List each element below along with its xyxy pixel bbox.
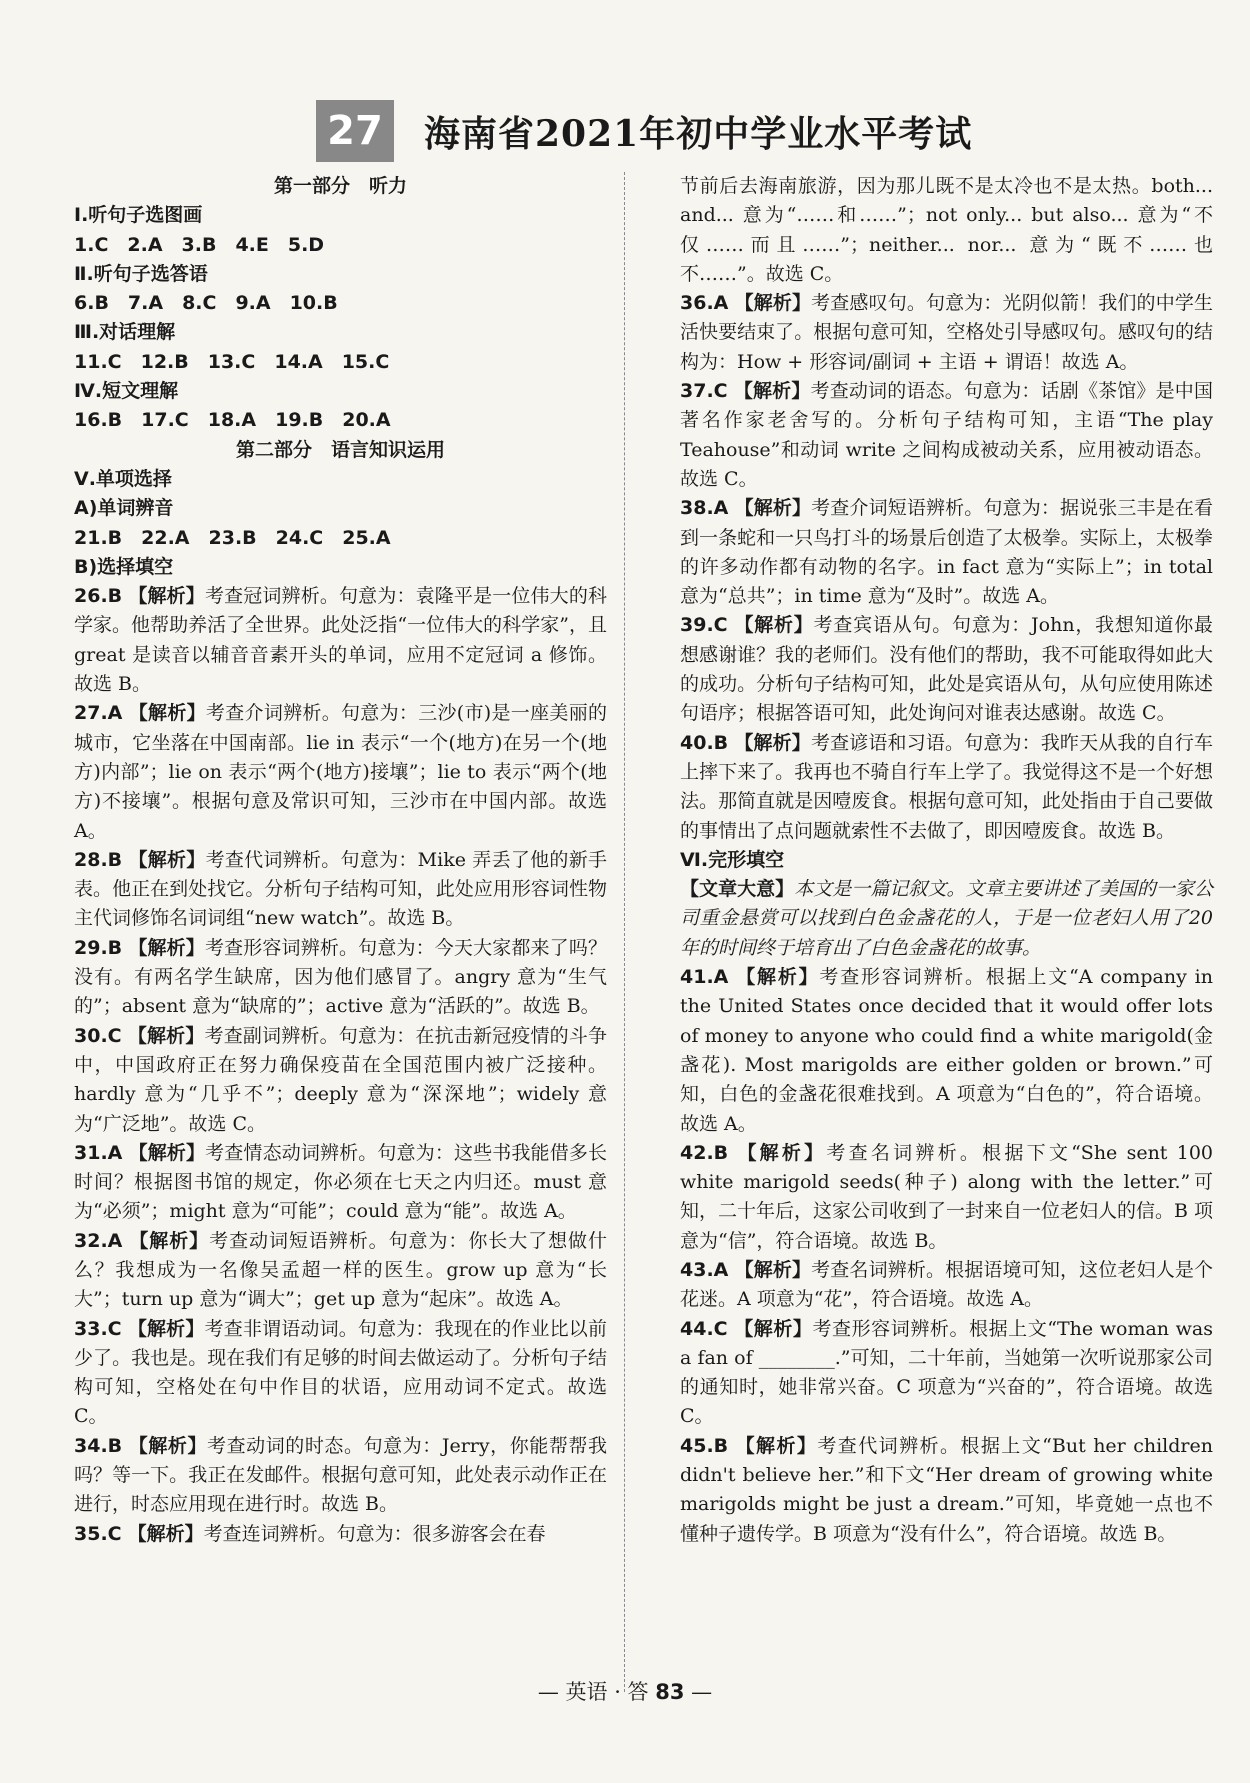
right-column [680,172,1213,1549]
analysis-tag: 【解析】 [734,497,812,520]
section5a-heading: A)单词辨音 [74,497,174,520]
item-number: 43.A [680,1258,729,1281]
article-summary [680,875,1213,963]
section5-heading: Ⅴ.单项选择 [74,467,172,490]
item-number: 37.C [680,380,728,403]
section5b-heading: B)选择填空 [74,555,174,578]
section4-heading: Ⅳ.短文理解 [74,380,179,403]
answer-item-37 [680,377,1213,494]
item-number: 31.A [74,1141,123,1164]
summary-tag: 【文章大意】 [680,878,795,901]
answer-item-26 [74,582,607,699]
item-explanation: 考查形容词辨析。根据上文“The woman was a fan of ________.”可知，二十年前，当她第一次听说那家公司的通知时，她非常兴奋。C 项意为“兴奋的”，符合语境。故选 C。 [680,1317,1213,1428]
answer-item-42 [680,1139,1213,1256]
page-number: 83 [655,1680,685,1704]
item-number: 35.C [74,1522,122,1545]
answer-item-36 [680,289,1213,377]
section3-answers: 11.C 12.B 13.C 14.A 15.C [74,350,390,373]
analysis-tag: 【解析】 [128,1141,206,1164]
item-number: 33.C [74,1317,122,1340]
item-number: 29.B [74,936,123,959]
item-explanation: 考查宾语从句。句意为：John，我想知道你最想感谢谁？我的老师们。没有他们的帮助，我不可能取得如此大的成功。分析句子结构可知，此处是宾语从句，从句应使用陈述句语序；根据答语可知，此处询问对谁表达感谢。故选 C。 [680,614,1214,725]
part1-heading: 第一部分 听力 [273,175,407,197]
item-explanation: 考查名词辨析。根据语境可知，这位老妇人是个花迷。A 项意为“花”，符合语境。故选 A。 [680,1258,1213,1311]
analysis-tag: 【解析】 [127,1317,205,1340]
analysis-tag: 【解析】 [735,1434,818,1457]
part2-heading: 第二部分 语言知识运用 [235,438,445,461]
item-explanation: 考查代词辨析。根据上文“But her children didn't believe her.”和下文“Her dream of growing white marigolds might be just a dream.”可知，毕竟她一点也不懂种子遗传学。B 项意为“没有什么”，符合语境。故选 B。 [680,1434,1213,1545]
item-number: 28.B [74,848,123,871]
analysis-tag: 【解析】 [127,1024,205,1047]
item-explanation: 考查形容词辨析。句意为：今天大家都来了吗？没有。有两名学生缺席，因为他们感冒了。angry 意为“生气的”；absent 意为“缺席的”；active 意为“活跃的”。故选 B。 [74,936,607,1018]
item-number: 38.A [680,497,729,520]
analysis-tag: 【解析】 [737,1141,827,1164]
item-number: 34.B [74,1434,123,1457]
item-explanation: 考查感叹句。句意为：光阴似箭！我们的中学生活快要结束了。根据句意可知，空格处引导感叹句。感叹句的结构为：How + 形容词/副词 + 主语 + 谓语！故选 A。 [680,292,1213,373]
answer-item-41 [680,963,1213,1139]
answer-item-43 [680,1256,1213,1315]
item-explanation: 考查名词辨析。根据下文“She sent 100 white marigold seeds(种子) along with the letter.”可知，二十年后，这家公司收到了一封来自一位老妇人的信。B 项意为“信”，符合语境。故选 B。 [680,1141,1214,1252]
item-explanation: 考查介词短语辨析。句意为：据说张三丰是在看到一条蛇和一只鸟打斗的场景后创造了太极拳。实际上，太极拳的许多动作都有动物的名字。in fact 意为“实际上”；in total 意为“总共”；in time 意为“及时”。故选 A。 [680,497,1213,608]
left-column [74,172,607,1549]
item-number: 32.A [74,1229,123,1252]
section2-answers: 6.B 7.A 8.C 9.A 10.B [74,292,338,315]
answer-item-34 [74,1432,607,1520]
analysis-tag: 【解析】 [128,848,206,871]
item-number: 27.A [74,702,123,725]
analysis-tag: 【解析】 [128,585,205,608]
answer-item-35-continued: 节前后去海南旅游，因为那儿既不是太冷也不是太热。both... and... 意为“……和……”；not only... but also... 意为“不仅……而且……”；neither... nor... 意为“既不……也不……”。故选 C。 [680,175,1213,285]
answer-item-30 [74,1022,607,1139]
summary-text: 本文是一篇记叙文。文章主要讲述了美国的一家公司重金悬赏可以找到白色金盏花的人，于是一位老妇人用了20年的时间终于培育出了白色金盏花的故事。 [680,878,1213,959]
footer-dash: — [684,1680,713,1704]
item-explanation: 考查冠词辨析。句意为：袁隆平是一位伟大的科学家。他帮助养活了全世界。此处泛指“一位伟大的科学家”，且 great 是读音以辅音音素开头的单词，应用不定冠词 a 修饰。故选 B。 [74,585,607,696]
item-number: 36.A [680,292,729,315]
analysis-tag: 【解析】 [734,1317,813,1340]
answer-item-44 [680,1315,1213,1432]
item-explanation: 考查副词辨析。句意为：在抗击新冠疫情的斗争中，中国政府正在努力确保疫苗在全国范围内被广泛接种。hardly 意为“几乎不”；deeply 意为“深深地”；widely 意为“广泛地”。故选 C。 [74,1024,607,1135]
item-explanation: 考查介词辨析。句意为：三沙(市)是一座美丽的城市，它坐落在中国南部。lie in 表示“一个(地方)在另一个(地方)内部”；lie on 表示“两个(地方)接壤”；lie to 表示“两个(地方)不接壤”。根据句意及常识可知，三沙市在中国内部。故选 A。 [74,702,607,842]
page-footer [0,1676,1250,1706]
item-explanation: 考查谚语和习语。句意为：我昨天从我的自行车上摔下来了。我再也不骑自行车上学了。我觉得这不是一个好想法。那简直就是因噎废食。根据句意可知，此处指由于自己要做的事情出了点问题就索性不去做了，即因噎废食。故选 B。 [680,731,1213,842]
item-explanation: 考查形容词辨析。根据上文“A company in the United States once decided that it would offer lots of money to anyone who could find a white marigold(金盏花). Most marigolds are either golden or brown.”可知，白色的金盏花很难找到。A 项意为“白色的”，符合语境。故选 A。 [680,966,1213,1135]
analysis-tag: 【解析】 [128,702,206,725]
item-number: 41.A [680,966,729,989]
page-header [316,98,972,164]
item-explanation: 考查动词的时态。句意为：Jerry，你能帮帮我吗？等一下。我正在发邮件。根据句意可知，此处表示动作正在进行，时态应用现在进行时。故选 B。 [74,1434,607,1516]
item-number: 42.B [680,1141,729,1164]
analysis-tag: 【解析】 [734,731,811,754]
item-explanation: 考查动词短语辨析。句意为：你长大了想做什么？我想成为一名像吴孟超一样的医生。grow up 意为“长大”；turn up 意为“调大”；get up 意为“起床”。故选 A。 [74,1229,607,1311]
answer-item-28 [74,846,607,934]
answer-item-40 [680,729,1213,846]
section4-answers: 16.B 17.C 18.A 19.B 20.A [74,409,391,432]
item-number: 39.C [680,614,728,637]
analysis-tag: 【解析】 [733,380,811,403]
analysis-tag: 【解析】 [128,936,205,959]
column-divider [624,172,625,1692]
section5a-answers: 21.B 22.A 23.B 24.C 25.A [74,526,391,549]
section1-answers: 1.C 2.A 3.B 4.E 5.D [74,233,325,256]
analysis-tag: 【解析】 [129,1229,210,1252]
answer-item-38 [680,494,1213,611]
analysis-tag: 【解析】 [736,966,820,989]
analysis-tag: 【解析】 [128,1434,208,1457]
answer-item-32 [74,1227,607,1315]
section6-heading: Ⅵ.完形填空 [680,848,785,871]
analysis-tag: 【解析】 [734,1258,812,1281]
answer-item-39 [680,611,1213,728]
item-explanation: 考查动词的语态。句意为：话剧《茶馆》是中国著名作家老舍写的。分析句子结构可知，主语“The play Teahouse”和动词 write 之间构成被动关系，应用被动语态。故选 C。 [680,380,1213,490]
footer-subject: — 英语 · 答 [537,1680,649,1704]
item-number: 45.B [680,1434,729,1457]
item-explanation: 考查情态动词辨析。句意为：这些书我能借多长时间？根据图书馆的规定，你必须在七天之内归还。must 意为“必须”；might 意为“可能”；could 意为“能”。故选 A。 [74,1141,607,1223]
section2-heading: Ⅱ.听句子选答语 [74,262,208,285]
answer-item-29 [74,934,607,1022]
item-explanation: 考查代词辨析。句意为：Mike 弄丢了他的新手表。他正在到处找它。分析句子结构可知，此处应用形容词性物主代词修饰名词词组“new watch”。故选 B。 [74,848,607,930]
answer-item-45 [680,1432,1213,1549]
item-explanation: 考查连词辨析。句意为：很多游客会在春 [203,1522,546,1545]
section3-heading: Ⅲ.对话理解 [74,321,176,344]
answer-item-31 [74,1139,607,1227]
item-number: 44.C [680,1317,728,1340]
answer-item-35 [74,1520,607,1549]
answer-item-27 [74,699,607,845]
item-number: 26.B [74,585,123,608]
item-number: 40.B [680,731,729,754]
page-title: 海南省2021年初中学业水平考试 [424,112,973,155]
section1-heading: Ⅰ.听句子选图画 [74,204,203,227]
answer-item-33 [74,1315,607,1432]
analysis-tag: 【解析】 [734,292,812,315]
item-number: 30.C [74,1024,122,1047]
analysis-tag: 【解析】 [127,1522,204,1545]
test-number-badge: 27 [316,100,394,162]
analysis-tag: 【解析】 [734,614,814,637]
item-explanation: 考查非谓语动词。句意为：我现在的作业比以前少了。我也是。现在我们有足够的时间去做运动了。分析句子结构可知，空格处在句中作目的状语，应用动词不定式。故选 C。 [74,1317,607,1428]
